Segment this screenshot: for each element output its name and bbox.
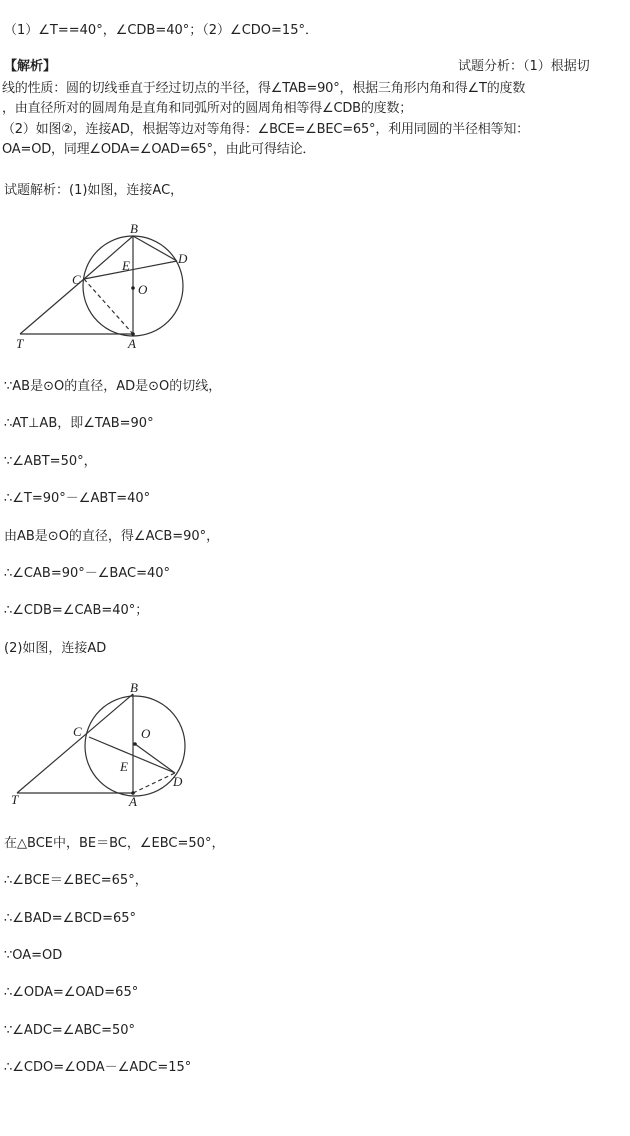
part1-step-7: ∴∠CDB=∠CAB=40°； — [4, 603, 149, 618]
figure-2-label-e: E — [120, 759, 128, 774]
part2-step-4: ∵OA=OD — [4, 948, 63, 963]
figure-1-label-b: B — [130, 221, 138, 236]
figure-1-label-a: A — [128, 336, 136, 351]
figure-2-line-cd — [89, 737, 175, 773]
part1-step-2: ∴AT⊥AB，即∠TAB=90° — [4, 416, 154, 431]
part1-step-1: ∵AB是⊙O的直径，AD是⊙O的切线， — [4, 379, 222, 394]
figure-1-line-tc — [20, 279, 84, 334]
solution-header: 试题解析：(1)如图，连接AC， — [4, 183, 184, 198]
figure-1-center-dot — [131, 286, 135, 290]
part2-step-1: 在△BCE中，BE＝BC，∠EBC=50°， — [4, 836, 225, 851]
figure-2-label-b: B — [130, 680, 138, 695]
figure-1-line-cd — [84, 261, 177, 279]
figure-2-label-c: C — [73, 724, 82, 739]
answer-line: （1）∠T==40°，∠CDB=40°；（2）∠CDO=15°． — [4, 23, 318, 38]
figure-1-label-e: E — [122, 258, 130, 273]
figure-1-label-d: D — [178, 251, 188, 266]
figure-1-diagram — [10, 220, 210, 360]
part2-step-7: ∴∠CDO=∠ODA－∠ADC=15° — [4, 1060, 192, 1075]
figure-2-label-o: O — [141, 726, 151, 741]
part2-step-5: ∴∠ODA=∠OAD=65° — [4, 985, 139, 1000]
figure-2-label-d: D — [173, 774, 183, 789]
analysis-line-4: OA=OD，同理∠ODA=∠OAD=65°，由此可得结论． — [2, 142, 316, 157]
analysis-intro: 试题分析：（1）根据切 — [458, 59, 590, 74]
analysis-line-1: 线的性质：圆的切线垂直于经过切点的半径，得∠TAB=90°，根据三角形内角和得∠T的度数 — [2, 81, 526, 96]
figure-2-circle — [85, 696, 185, 796]
part1-step-4: ∴∠T=90°－∠ABT=40° — [4, 491, 151, 506]
part2-header: (2)如图，连接AD — [4, 641, 107, 656]
figure-1-label-t: T — [16, 336, 24, 351]
figure-2-center-dot — [133, 742, 137, 746]
figure-1-line-bd — [133, 236, 177, 261]
part2-step-6: ∵∠ADC=∠ABC=50° — [4, 1023, 136, 1038]
analysis-tag: 【解析】 — [4, 59, 57, 74]
figure-2-label-t: T — [11, 792, 19, 807]
part2-step-3: ∴∠BAD=∠BCD=65° — [4, 911, 137, 926]
part1-step-6: ∴∠CAB=90°－∠BAC=40° — [4, 566, 170, 581]
figure-1-label-c: C — [72, 272, 81, 287]
part1-step-3: ∵∠ABT=50°， — [4, 454, 97, 469]
part2-step-2: ∴∠BCE＝∠BEC=65°， — [4, 873, 148, 888]
figure-1-line-ca-dashed — [84, 279, 133, 334]
figure-2-diagram — [5, 676, 215, 816]
analysis-line-2: ，由直径所对的圆周角是直角和同弧所对的圆周角相等得∠CDB的度数； — [2, 101, 413, 116]
figure-2-line-tb — [17, 694, 133, 793]
part1-step-5: 由AB是⊙O的直径，得∠ACB=90°， — [4, 529, 220, 544]
figure-2-label-a: A — [129, 794, 137, 809]
figure-1-label-o: O — [138, 282, 148, 297]
analysis-line-3: （2）如图②，连接AD，根据等边对等角得：∠BCE=∠BEC=65°，利用同圆的半径相等知： — [2, 122, 529, 137]
